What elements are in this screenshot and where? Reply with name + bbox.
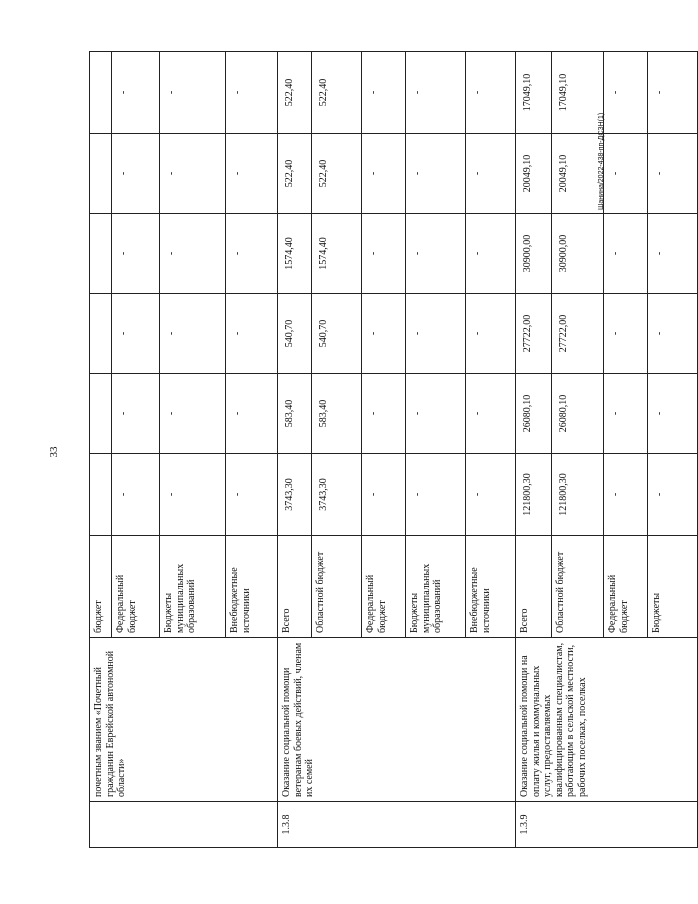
amount-cell: - bbox=[604, 52, 648, 134]
amount-cell: - bbox=[112, 454, 160, 536]
page-number: 33 bbox=[48, 446, 60, 458]
funding-source-cell: Внебюджетные источники bbox=[466, 536, 516, 638]
amount-cell: - bbox=[160, 52, 226, 134]
amount-cell: 540,70 bbox=[278, 294, 312, 374]
amount-cell: - bbox=[648, 134, 698, 214]
amount-cell: 522,40 bbox=[312, 52, 362, 134]
item-number-cell: 1.3.8 bbox=[278, 802, 516, 848]
amount-cell: - bbox=[362, 52, 406, 134]
amount-cell: - bbox=[362, 134, 406, 214]
amount-cell: - bbox=[112, 134, 160, 214]
table-row bbox=[278, 52, 312, 848]
amount-cell: 583,40 bbox=[278, 374, 312, 454]
amount-cell: - bbox=[226, 454, 278, 536]
amount-cell: - bbox=[226, 214, 278, 294]
amount-cell bbox=[90, 374, 112, 454]
amount-cell: - bbox=[648, 374, 698, 454]
amount-cell: - bbox=[604, 214, 648, 294]
amount-cell: - bbox=[406, 294, 466, 374]
amount-cell: - bbox=[160, 454, 226, 536]
amount-cell: - bbox=[466, 52, 516, 134]
amount-cell: - bbox=[160, 214, 226, 294]
amount-cell: 540,70 bbox=[312, 294, 362, 374]
amount-cell: 27722,00 bbox=[516, 294, 552, 374]
amount-cell: - bbox=[160, 294, 226, 374]
amount-cell bbox=[90, 52, 112, 134]
amount-cell: 30900,00 bbox=[552, 214, 604, 294]
amount-cell: - bbox=[362, 374, 406, 454]
amount-cell: - bbox=[604, 294, 648, 374]
amount-cell: 1574,40 bbox=[312, 214, 362, 294]
item-number-cell bbox=[90, 802, 278, 848]
amount-cell: - bbox=[112, 214, 160, 294]
budget-table bbox=[89, 51, 698, 848]
amount-cell: - bbox=[466, 134, 516, 214]
funding-source-cell: Областной бюджет bbox=[312, 536, 362, 638]
amount-cell: - bbox=[362, 294, 406, 374]
funding-source-cell: бюджет bbox=[90, 536, 112, 638]
amount-cell: - bbox=[226, 294, 278, 374]
amount-cell: 522,40 bbox=[278, 52, 312, 134]
amount-cell: - bbox=[466, 294, 516, 374]
table-row bbox=[516, 52, 552, 848]
budget-table-body bbox=[90, 52, 698, 848]
funding-source-cell: Областной бюджет bbox=[552, 536, 604, 638]
funding-source-cell: Всего bbox=[516, 536, 552, 638]
amount-cell: - bbox=[406, 454, 466, 536]
amount-cell bbox=[90, 134, 112, 214]
funding-source-cell: Федеральный бюджет bbox=[112, 536, 160, 638]
funding-source-cell: Бюджеты муниципальных образований bbox=[160, 536, 226, 638]
amount-cell: - bbox=[648, 214, 698, 294]
item-number-cell: 1.3.9 bbox=[516, 802, 698, 848]
amount-cell: - bbox=[406, 52, 466, 134]
amount-cell bbox=[90, 454, 112, 536]
amount-cell: - bbox=[112, 52, 160, 134]
measure-name-cell: почетным званием «Почетный гражданин Еврейской автономной области» bbox=[90, 638, 278, 802]
funding-source-cell: Всего bbox=[278, 536, 312, 638]
amount-cell: - bbox=[604, 134, 648, 214]
measure-name-cell: Оказание социальной помощи ветеранам боевых действий, членам их семей bbox=[278, 638, 516, 802]
amount-cell: - bbox=[112, 294, 160, 374]
funding-source-cell: Федеральный бюджет bbox=[362, 536, 406, 638]
funding-source-cell: Федеральный бюджет bbox=[604, 536, 648, 638]
amount-cell: - bbox=[406, 214, 466, 294]
amount-cell: - bbox=[406, 374, 466, 454]
amount-cell: 3743,30 bbox=[312, 454, 362, 536]
amount-cell: - bbox=[226, 374, 278, 454]
amount-cell: 121800,30 bbox=[552, 454, 604, 536]
amount-cell: 27722,00 bbox=[552, 294, 604, 374]
measure-name-cell: Оказание социальной помощи на оплату жилья и коммунальных услуг, предоставляемых квалифицированным специалистам, работающим в сельской местности, рабочих поселках, поселках bbox=[516, 638, 698, 802]
amount-cell: 20049,10 bbox=[552, 134, 604, 214]
amount-cell: - bbox=[362, 214, 406, 294]
amount-cell: 583,40 bbox=[312, 374, 362, 454]
amount-cell: - bbox=[362, 454, 406, 536]
amount-cell: - bbox=[226, 134, 278, 214]
amount-cell: - bbox=[648, 454, 698, 536]
amount-cell: - bbox=[160, 374, 226, 454]
amount-cell: 26080,10 bbox=[516, 374, 552, 454]
amount-cell bbox=[90, 294, 112, 374]
amount-cell: - bbox=[466, 454, 516, 536]
funding-source-cell: Бюджеты bbox=[648, 536, 698, 638]
amount-cell: - bbox=[160, 134, 226, 214]
amount-cell: 17049,10 bbox=[552, 52, 604, 134]
funding-source-cell: Внебюджетные источники bbox=[226, 536, 278, 638]
amount-cell: - bbox=[226, 52, 278, 134]
table-row bbox=[90, 52, 112, 848]
amount-cell: 121800,30 bbox=[516, 454, 552, 536]
amount-cell: - bbox=[604, 374, 648, 454]
amount-cell: 17049,10 bbox=[516, 52, 552, 134]
amount-cell: - bbox=[648, 52, 698, 134]
funding-source-cell: Бюджеты муниципальных образований bbox=[406, 536, 466, 638]
amount-cell: - bbox=[604, 454, 648, 536]
amount-cell: 3743,30 bbox=[278, 454, 312, 536]
amount-cell: 26080,10 bbox=[552, 374, 604, 454]
amount-cell: - bbox=[466, 374, 516, 454]
document-code: Шанина/2022-438-пп-ДСЗН(1) bbox=[598, 112, 605, 210]
amount-cell: - bbox=[406, 134, 466, 214]
amount-cell: 1574,40 bbox=[278, 214, 312, 294]
amount-cell: 20049,10 bbox=[516, 134, 552, 214]
amount-cell: 522,40 bbox=[312, 134, 362, 214]
amount-cell: - bbox=[466, 214, 516, 294]
amount-cell: 30900,00 bbox=[516, 214, 552, 294]
amount-cell bbox=[90, 214, 112, 294]
amount-cell: - bbox=[112, 374, 160, 454]
amount-cell: 522,40 bbox=[278, 134, 312, 214]
amount-cell: - bbox=[648, 294, 698, 374]
